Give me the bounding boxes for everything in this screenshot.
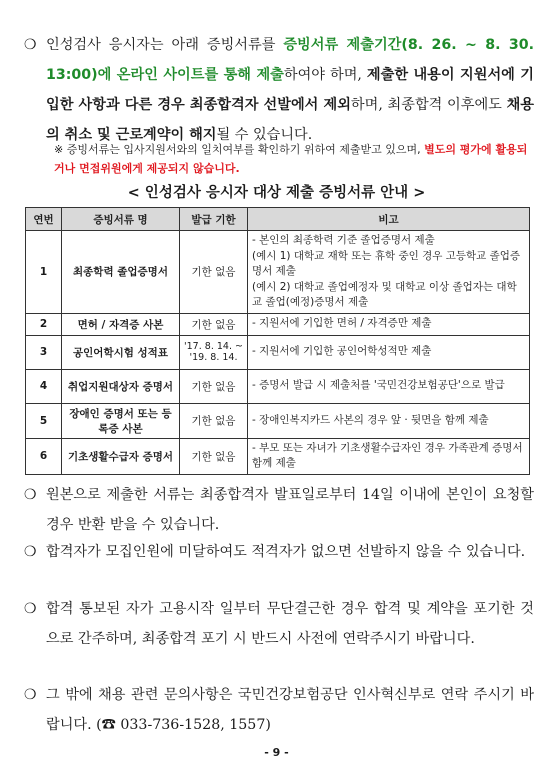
table-row: 5 장애인 증명서 또는 등록증 사본 기한 없음 - 장애인복지카드 사본의 경우 앞 · 뒷면을 함께 제출 <box>26 403 530 438</box>
intro-paragraph <box>24 30 534 150</box>
documents-table <box>25 207 530 475</box>
circle-bullet-icon: ❍ <box>24 37 37 53</box>
exclusion-warning: 제출한 내용이 지원서에 기입한 사항과 다른 경우 최종합격자 선발에서 제외 <box>46 67 534 113</box>
intro-text: 인성검사 응시자는 아래 증빙서류를 증빙서류 제출기간(8. 26. ~ 8. 30. 13:00)에 온라인 사이트를 통해 제출하여야 하며, 제출한 내용이 지원서에 기입한 사항과 다른 경우 최종합격자 선발에서 제외하며, 최종합격 이후에도 채용의 취소 및 근로계약이 해지될 수 있습니다. <box>46 37 534 143</box>
selection-notice: ❍ 합격자가 모집인원에 미달하여도 적격자가 없으면 선발하지 않을 수 있습니다. <box>24 537 534 567</box>
header-document: 증빙서류 명 <box>62 208 180 231</box>
circle-bullet-icon: ❍ <box>24 487 37 503</box>
table-row: 3 공인어학시험 성적표 '17. 8. 14. ~ '19. 8. 14. - 지원서에 기입한 공인어학성적만 제출 <box>26 335 530 369</box>
table-row: 6 기초생활수급자 증명서 기한 없음 - 부모 또는 자녀가 기초생활수급자인 경우 가족관계 증명서 함께 제출 <box>26 438 530 474</box>
circle-bullet-icon: ❍ <box>24 544 37 560</box>
header-no: 연번 <box>26 208 62 231</box>
return-notice: ❍ 원본으로 제출한 서류는 최종합격자 발표일로부터 14일 이내에 본인이 요청할 경우 반환 받을 수 있습니다. <box>24 480 534 540</box>
table-row: 1 최종학력 졸업증명서 기한 없음 - 본인의 최종학력 기준 졸업증명서 제출 (예시 1) 대학교 재학 또는 휴학 중인 경우 고등학교 졸업증명서 제출 (예시 2) 대학교 졸업예정자 및 대학교 이상 졸업자는 대학교 졸업(예정)증명서 제출 <box>26 231 530 314</box>
table-title: < 인성검사 응시자 대상 제출 증빙서류 안내 > <box>127 185 426 201</box>
absence-notice: ❍ 합격 통보된 자가 고용시작 일부터 무단결근한 경우 합격 및 계약을 포기한 것으로 간주하며, 최종합격 포기 시 반드시 사전에 연락주시기 바랍니다. <box>24 594 534 654</box>
circle-bullet-icon: ❍ <box>24 687 37 703</box>
header-remarks: 비고 <box>248 208 530 231</box>
cancellation-warning: 채용의 취소 및 근로계약이 해지 <box>46 97 534 143</box>
submission-period-highlight: 증빙서류 제출기간(8. 26. ~ 8. 30. 13:00)에 온라인 사이트를 통해 제출 <box>46 37 534 83</box>
note-highlight: 별도의 평가에 활용되거나 면접위원에게 제공되지 않습니다. <box>54 143 528 175</box>
contact-notice: ❍ 그 밖에 채용 관련 문의사항은 국민건강보험공단 인사혁신부로 연락 주시기 바랍니다. (☎ 033-736-1528, 1557) <box>24 680 534 740</box>
circle-bullet-icon: ❍ <box>24 601 37 617</box>
table-row: 2 면허 / 자격증 사본 기한 없음 - 지원서에 기입한 면허 / 자격증만 제출 <box>26 313 530 335</box>
evidence-note: ※ 증빙서류는 입사지원서와의 일치여부를 확인하기 위하여 제출받고 있으며, 별도의 평가에 활용되거나 면접위원에게 제공되지 않습니다. <box>54 143 528 175</box>
table-header-row <box>26 208 530 231</box>
page-number: - 9 - <box>264 746 289 759</box>
table-row: 4 취업지원대상자 증명서 기한 없음 - 증명서 발급 시 제출처를 '국민건강보험공단'으로 발급 <box>26 369 530 403</box>
header-deadline: 발급 기한 <box>180 208 248 231</box>
